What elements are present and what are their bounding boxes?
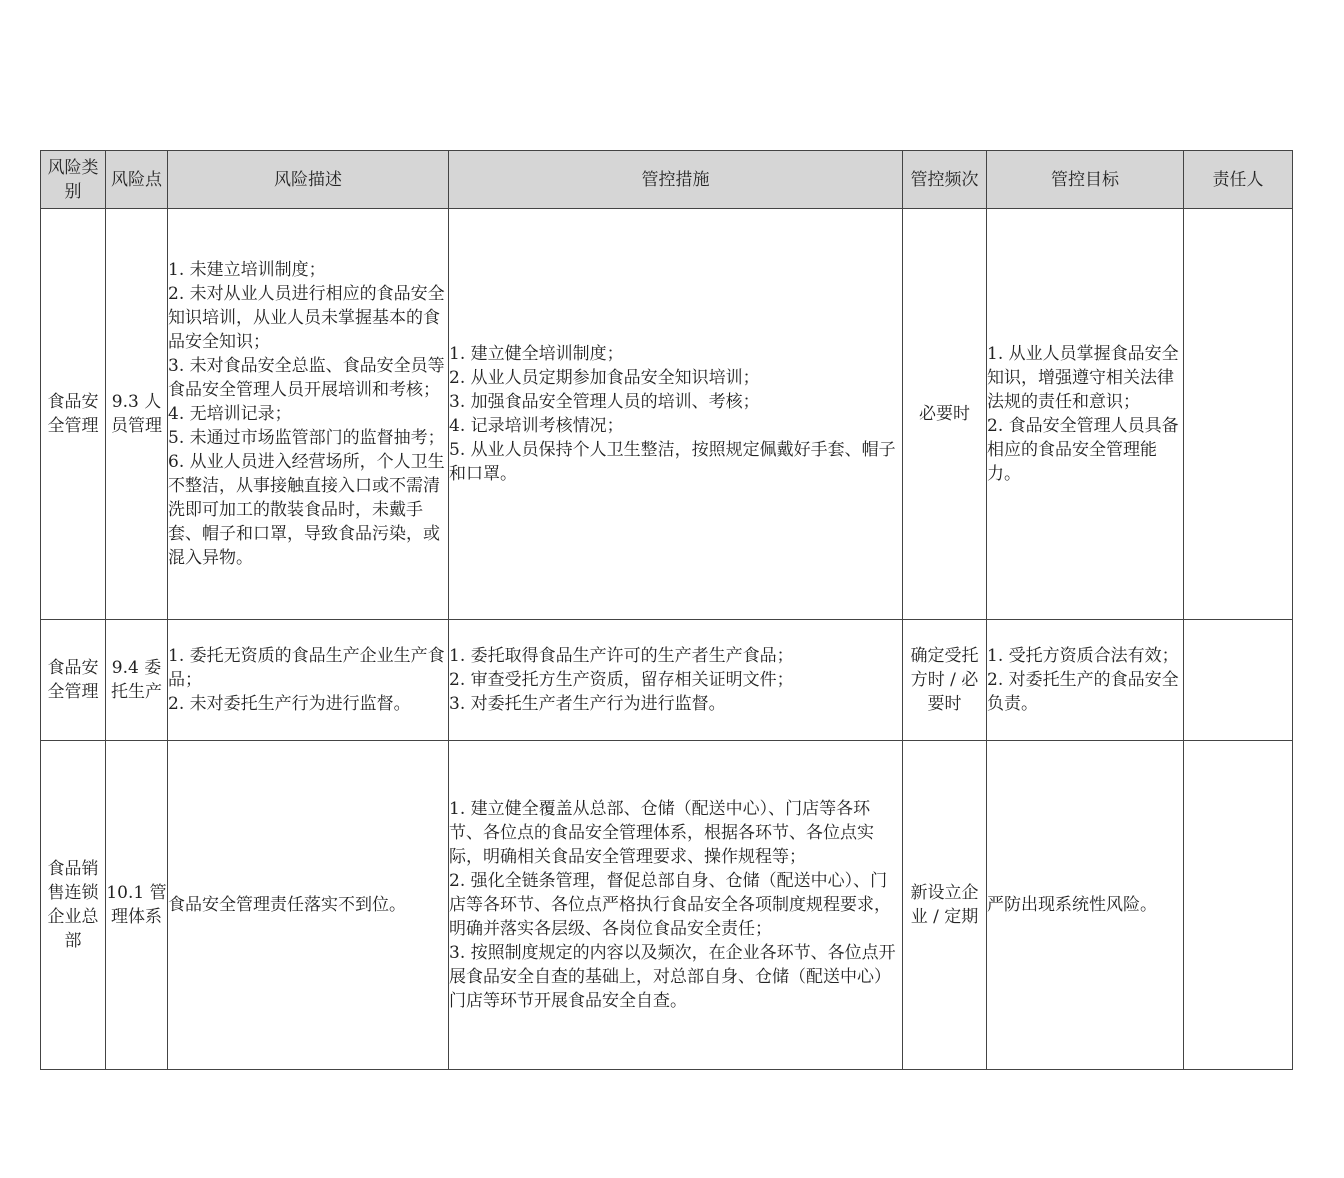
goal-cell: [987, 741, 1184, 1070]
description-cell: [168, 209, 449, 620]
goal-line: 2. 食品安全管理人员具备相应的食品安全管理能力。: [987, 416, 1179, 484]
description-line: 3. 未对食品安全总监、食品安全员等食品安全管理人员开展培训和考核；: [168, 356, 445, 400]
description-cell: [168, 620, 449, 741]
measure-line: 2. 审查受托方生产资质，留存相关证明文件；: [449, 670, 794, 690]
point-cell: 9.4 委托生产: [106, 620, 168, 741]
goal-line: 1. 从业人员掌握食品安全知识，增强遵守相关法律法规的责任和意识；: [987, 344, 1179, 412]
header-point: 风险点: [106, 151, 168, 209]
owner-cell: [1184, 741, 1293, 1070]
measure-line: 4. 记录培训考核情况；: [449, 416, 624, 436]
frequency-cell: 新设立企业 / 定期: [903, 741, 987, 1070]
header-row: [41, 151, 1293, 209]
point-cell: 10.1 管理体系: [106, 741, 168, 1070]
frequency-cell: 确定受托方时 / 必要时: [903, 620, 987, 741]
measure-line: 1. 建立健全覆盖从总部、仓储（配送中心）、门店等各环节、各位点的食品安全管理体系，根据各环节、各位点实际，明确相关食品安全管理要求、操作规程等；: [449, 799, 874, 867]
header-goal: 管控目标: [987, 151, 1184, 209]
description-line: 食品安全管理责任落实不到位。: [168, 895, 406, 915]
category-cell: 食品安全管理: [41, 620, 106, 741]
measure-line: 1. 建立健全培训制度；: [449, 344, 624, 364]
measures-cell: [449, 741, 903, 1070]
goal-line: 严防出现系统性风险。: [987, 895, 1157, 915]
goal-line: 2. 对委托生产的食品安全负责。: [987, 670, 1179, 714]
description-line: 2. 未对从业人员进行相应的食品安全知识培训，从业人员未掌握基本的食品安全知识；: [168, 284, 445, 352]
measures-cell: [449, 209, 903, 620]
risk-control-table: [40, 150, 1293, 1070]
header-description: 风险描述: [168, 151, 449, 209]
description-line: 5. 未通过市场监管部门的监督抽考；: [168, 428, 445, 448]
owner-cell: [1184, 209, 1293, 620]
table-row: [41, 209, 1293, 620]
measure-line: 5. 从业人员保持个人卫生整洁，按照规定佩戴好手套、帽子和口罩。: [449, 440, 896, 484]
frequency-cell: 必要时: [903, 209, 987, 620]
category-cell: 食品安全管理: [41, 209, 106, 620]
measure-line: 1. 委托取得食品生产许可的生产者生产食品；: [449, 646, 794, 666]
measure-line: 3. 对委托生产者生产行为进行监督。: [449, 694, 726, 714]
goal-cell: [987, 209, 1184, 620]
measures-cell: [449, 620, 903, 741]
header-owner: 责任人: [1184, 151, 1293, 209]
measure-line: 2. 从业人员定期参加食品安全知识培训；: [449, 368, 760, 388]
header-measures: 管控措施: [449, 151, 903, 209]
table-row: [41, 741, 1293, 1070]
header-frequency: 管控频次: [903, 151, 987, 209]
measure-line: 2. 强化全链条管理，督促总部自身、仓储（配送中心）、门店等各环节、各位点严格执行食品安全各项制度规程要求，明确并落实各层级、各岗位食品安全责任；: [449, 871, 891, 939]
point-cell: 9.3 人员管理: [106, 209, 168, 620]
goal-cell: [987, 620, 1184, 741]
description-line: 2. 未对委托生产行为进行监督。: [168, 694, 411, 714]
measure-line: 3. 按照制度规定的内容以及频次，在企业各环节、各位点开展食品安全自查的基础上，对总部自身、仓储（配送中心）门店等环节开展食品安全自查。: [449, 943, 896, 1011]
description-line: 1. 委托无资质的食品生产企业生产食品；: [168, 646, 445, 690]
table-row: [41, 620, 1293, 741]
header-category: 风险类别: [41, 151, 106, 209]
description-cell: [168, 741, 449, 1070]
description-line: 4. 无培训记录；: [168, 404, 292, 424]
description-line: 1. 未建立培训制度；: [168, 260, 326, 280]
goal-line: 1. 受托方资质合法有效；: [987, 646, 1179, 666]
owner-cell: [1184, 620, 1293, 741]
measure-line: 3. 加强食品安全管理人员的培训、考核；: [449, 392, 760, 412]
category-cell: 食品销售连锁企业总部: [41, 741, 106, 1070]
description-line: 6. 从业人员进入经营场所，个人卫生不整洁，从事接触直接入口或不需清洗即可加工的散装食品时，未戴手套、帽子和口罩，导致食品污染，或混入异物。: [168, 452, 445, 568]
